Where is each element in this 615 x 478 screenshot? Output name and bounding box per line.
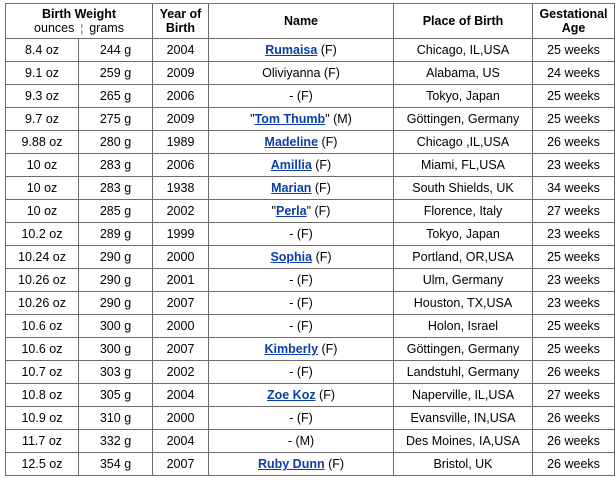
gestational-age-cell: 26 weeks xyxy=(533,430,615,453)
place-cell: Portland, OR,USA xyxy=(394,246,533,269)
weight-ounces-cell: 9.1 oz xyxy=(6,62,79,85)
name-suffix: - (F) xyxy=(289,411,313,425)
weight-grams-cell: 283 g xyxy=(79,154,153,177)
year-cell: 2001 xyxy=(153,269,209,292)
table-row xyxy=(6,453,615,476)
name-cell xyxy=(209,177,394,200)
name-cell xyxy=(209,361,394,384)
place-cell: Florence, Italy xyxy=(394,200,533,223)
year-cell: 2004 xyxy=(153,384,209,407)
name-suffix: (F) xyxy=(315,388,336,402)
table-row xyxy=(6,223,615,246)
name-suffix: (F) xyxy=(318,342,338,356)
name-cell xyxy=(209,338,394,361)
birth-weight-table xyxy=(5,3,615,476)
name-cell xyxy=(209,108,394,131)
gestational-age-cell: 25 weeks xyxy=(533,85,615,108)
gestational-age-cell: 23 weeks xyxy=(533,292,615,315)
place-cell: Alabama, US xyxy=(394,62,533,85)
table-row xyxy=(6,131,615,154)
name-suffix: - (F) xyxy=(289,89,313,103)
weight-grams-cell: 332 g xyxy=(79,430,153,453)
name-quote-close: " xyxy=(306,204,312,218)
year-cell: 2007 xyxy=(153,292,209,315)
place-cell: Des Moines, IA,USA xyxy=(394,430,533,453)
table-row xyxy=(6,269,615,292)
year-cell: 1999 xyxy=(153,223,209,246)
name-cell xyxy=(209,292,394,315)
year-cell: 2004 xyxy=(153,430,209,453)
gestational-age-cell: 25 weeks xyxy=(533,315,615,338)
weight-ounces-cell: 9.3 oz xyxy=(6,85,79,108)
weight-ounces-cell: 10.2 oz xyxy=(6,223,79,246)
year-cell: 2007 xyxy=(153,453,209,476)
weight-grams-cell: 265 g xyxy=(79,85,153,108)
name-cell xyxy=(209,246,394,269)
table-row xyxy=(6,315,615,338)
name-suffix: (F) xyxy=(318,135,338,149)
name-quote-open: " xyxy=(250,112,255,126)
weight-ounces-cell: 10.7 oz xyxy=(6,361,79,384)
name-quote-close: " xyxy=(325,112,330,126)
weight-grams-cell: 300 g xyxy=(79,315,153,338)
weight-grams-cell: 354 g xyxy=(79,453,153,476)
name-cell xyxy=(209,269,394,292)
weight-grams-cell: 290 g xyxy=(79,292,153,315)
name-quote-open: " xyxy=(271,204,276,218)
name-suffix: (F) xyxy=(324,457,345,471)
name-cell xyxy=(209,131,394,154)
year-cell: 2004 xyxy=(153,39,209,62)
weight-units xyxy=(6,21,152,36)
gestational-age-cell: 25 weeks xyxy=(533,338,615,361)
weight-ounces-cell: 10.9 oz xyxy=(6,407,79,430)
name-link[interactable]: Rumaisa xyxy=(265,43,318,57)
header-name: Name xyxy=(209,4,394,39)
name-suffix: (F) xyxy=(311,204,331,218)
weight-ounces-cell: 10.24 oz xyxy=(6,246,79,269)
gestational-age-cell: 26 weeks xyxy=(533,131,615,154)
name-link[interactable]: Perla xyxy=(275,204,307,218)
place-cell: Bristol, UK xyxy=(394,453,533,476)
name-cell xyxy=(209,154,394,177)
name-link[interactable]: Madeline xyxy=(264,135,319,149)
weight-ounces-cell: 10.26 oz xyxy=(6,269,79,292)
year-cell: 2006 xyxy=(153,154,209,177)
weight-grams-cell: 285 g xyxy=(79,200,153,223)
weight-grams-cell: 283 g xyxy=(79,177,153,200)
weight-ounces-cell: 10 oz xyxy=(6,200,79,223)
name-link[interactable]: Sophia xyxy=(270,250,313,264)
name-suffix: (F) xyxy=(317,43,337,57)
year-cell: 2002 xyxy=(153,200,209,223)
place-cell: Miami, FL,USA xyxy=(394,154,533,177)
place-cell: Naperville, IL,USA xyxy=(394,384,533,407)
weight-grams-cell: 303 g xyxy=(79,361,153,384)
year-of-birth-label: Year of Birth xyxy=(159,7,202,35)
header-row xyxy=(6,4,615,39)
ounces-label: ounces xyxy=(34,20,75,35)
year-cell: 2007 xyxy=(153,338,209,361)
name-suffix: - (M) xyxy=(287,434,315,448)
weight-ounces-cell: 10.26 oz xyxy=(6,292,79,315)
table-row xyxy=(6,200,615,223)
weight-grams-cell: 310 g xyxy=(79,407,153,430)
weight-ounces-cell: 11.7 oz xyxy=(6,430,79,453)
weight-ounces-cell: 10.6 oz xyxy=(6,338,79,361)
table-row xyxy=(6,39,615,62)
gestational-age-label: Gestational Age xyxy=(539,7,608,35)
gestational-age-cell: 23 weeks xyxy=(533,269,615,292)
gestational-age-cell: 23 weeks xyxy=(533,154,615,177)
gestational-age-cell: 34 weeks xyxy=(533,177,615,200)
place-cell: Göttingen, Germany xyxy=(394,338,533,361)
weight-ounces-cell: 10.6 oz xyxy=(6,315,79,338)
year-cell: 2009 xyxy=(153,108,209,131)
table-row xyxy=(6,430,615,453)
place-cell: Chicago, IL,USA xyxy=(394,39,533,62)
name-cell xyxy=(209,315,394,338)
place-cell: Tokyo, Japan xyxy=(394,223,533,246)
gestational-age-cell: 23 weeks xyxy=(533,223,615,246)
birth-weight-title: Birth Weight xyxy=(41,6,117,21)
name-cell xyxy=(209,200,394,223)
weight-grams-cell: 280 g xyxy=(79,131,153,154)
place-cell: South Shields, UK xyxy=(394,177,533,200)
weight-ounces-cell: 12.5 oz xyxy=(6,453,79,476)
year-cell: 2000 xyxy=(153,407,209,430)
name-link[interactable]: Tom Thumb xyxy=(254,112,326,126)
unit-separator: ¦ xyxy=(80,22,84,35)
weight-grams-cell: 244 g xyxy=(79,39,153,62)
place-cell: Evansville, IN,USA xyxy=(394,407,533,430)
place-cell: Göttingen, Germany xyxy=(394,108,533,131)
weight-grams-cell: 305 g xyxy=(79,384,153,407)
name-suffix: (F) xyxy=(311,181,331,195)
weight-ounces-cell: 10 oz xyxy=(6,154,79,177)
gestational-age-cell: 26 weeks xyxy=(533,361,615,384)
weight-ounces-cell: 10.8 oz xyxy=(6,384,79,407)
table-row xyxy=(6,384,615,407)
gestational-age-cell: 27 weeks xyxy=(533,200,615,223)
name-suffix: Oliviyanna (F) xyxy=(262,66,340,80)
weight-grams-cell: 290 g xyxy=(79,246,153,269)
name-cell xyxy=(209,453,394,476)
year-cell: 2009 xyxy=(153,62,209,85)
name-suffix: - (F) xyxy=(289,227,313,241)
name-link[interactable]: Marian xyxy=(271,181,312,195)
place-cell: Tokyo, Japan xyxy=(394,85,533,108)
table-row xyxy=(6,85,615,108)
table-row xyxy=(6,407,615,430)
place-cell: Houston, TX,USA xyxy=(394,292,533,315)
header-place: Place of Birth xyxy=(394,4,533,39)
name-cell xyxy=(209,223,394,246)
table-row xyxy=(6,177,615,200)
gestational-age-cell: 25 weeks xyxy=(533,108,615,131)
weight-grams-cell: 259 g xyxy=(79,62,153,85)
table-row xyxy=(6,292,615,315)
name-suffix: (F) xyxy=(311,158,332,172)
grams-label: grams xyxy=(89,20,124,35)
table-row xyxy=(6,361,615,384)
name-cell xyxy=(209,85,394,108)
name-link[interactable]: Kimberly xyxy=(264,342,319,356)
weight-ounces-cell: 10 oz xyxy=(6,177,79,200)
year-cell: 1938 xyxy=(153,177,209,200)
name-link[interactable]: Amillia xyxy=(270,158,312,172)
weight-ounces-cell: 8.4 oz xyxy=(6,39,79,62)
weight-grams-cell: 289 g xyxy=(79,223,153,246)
year-cell: 2000 xyxy=(153,246,209,269)
year-cell: 2006 xyxy=(153,85,209,108)
table-row xyxy=(6,108,615,131)
header-year xyxy=(153,4,209,39)
name-suffix: - (F) xyxy=(289,273,313,287)
name-cell xyxy=(209,62,394,85)
name-cell xyxy=(209,39,394,62)
weight-grams-cell: 300 g xyxy=(79,338,153,361)
weight-grams-cell: 290 g xyxy=(79,269,153,292)
place-cell: Holon, Israel xyxy=(394,315,533,338)
name-link[interactable]: Zoe Koz xyxy=(266,388,316,402)
name-cell xyxy=(209,430,394,453)
gestational-age-cell: 25 weeks xyxy=(533,246,615,269)
gestational-age-cell: 24 weeks xyxy=(533,62,615,85)
table-row xyxy=(6,246,615,269)
place-cell: Chicago ,IL,USA xyxy=(394,131,533,154)
name-suffix: (F) xyxy=(312,250,332,264)
gestational-age-cell: 26 weeks xyxy=(533,453,615,476)
name-cell xyxy=(209,407,394,430)
name-suffix: - (F) xyxy=(289,365,313,379)
table-row xyxy=(6,154,615,177)
table-row xyxy=(6,338,615,361)
gestational-age-cell: 26 weeks xyxy=(533,407,615,430)
header-gestational-age xyxy=(533,4,615,39)
table-row xyxy=(6,62,615,85)
name-link[interactable]: Ruby Dunn xyxy=(257,457,325,471)
name-suffix: - (F) xyxy=(289,296,313,310)
year-cell: 1989 xyxy=(153,131,209,154)
year-cell: 2002 xyxy=(153,361,209,384)
header-birth-weight xyxy=(6,4,153,39)
name-cell xyxy=(209,384,394,407)
name-suffix: (M) xyxy=(329,112,352,126)
gestational-age-cell: 25 weeks xyxy=(533,39,615,62)
place-cell: Ulm, Germany xyxy=(394,269,533,292)
year-cell: 2000 xyxy=(153,315,209,338)
gestational-age-cell: 27 weeks xyxy=(533,384,615,407)
place-cell: Landstuhl, Germany xyxy=(394,361,533,384)
weight-ounces-cell: 9.7 oz xyxy=(6,108,79,131)
weight-ounces-cell: 9.88 oz xyxy=(6,131,79,154)
name-suffix: - (F) xyxy=(289,319,313,333)
weight-grams-cell: 275 g xyxy=(79,108,153,131)
